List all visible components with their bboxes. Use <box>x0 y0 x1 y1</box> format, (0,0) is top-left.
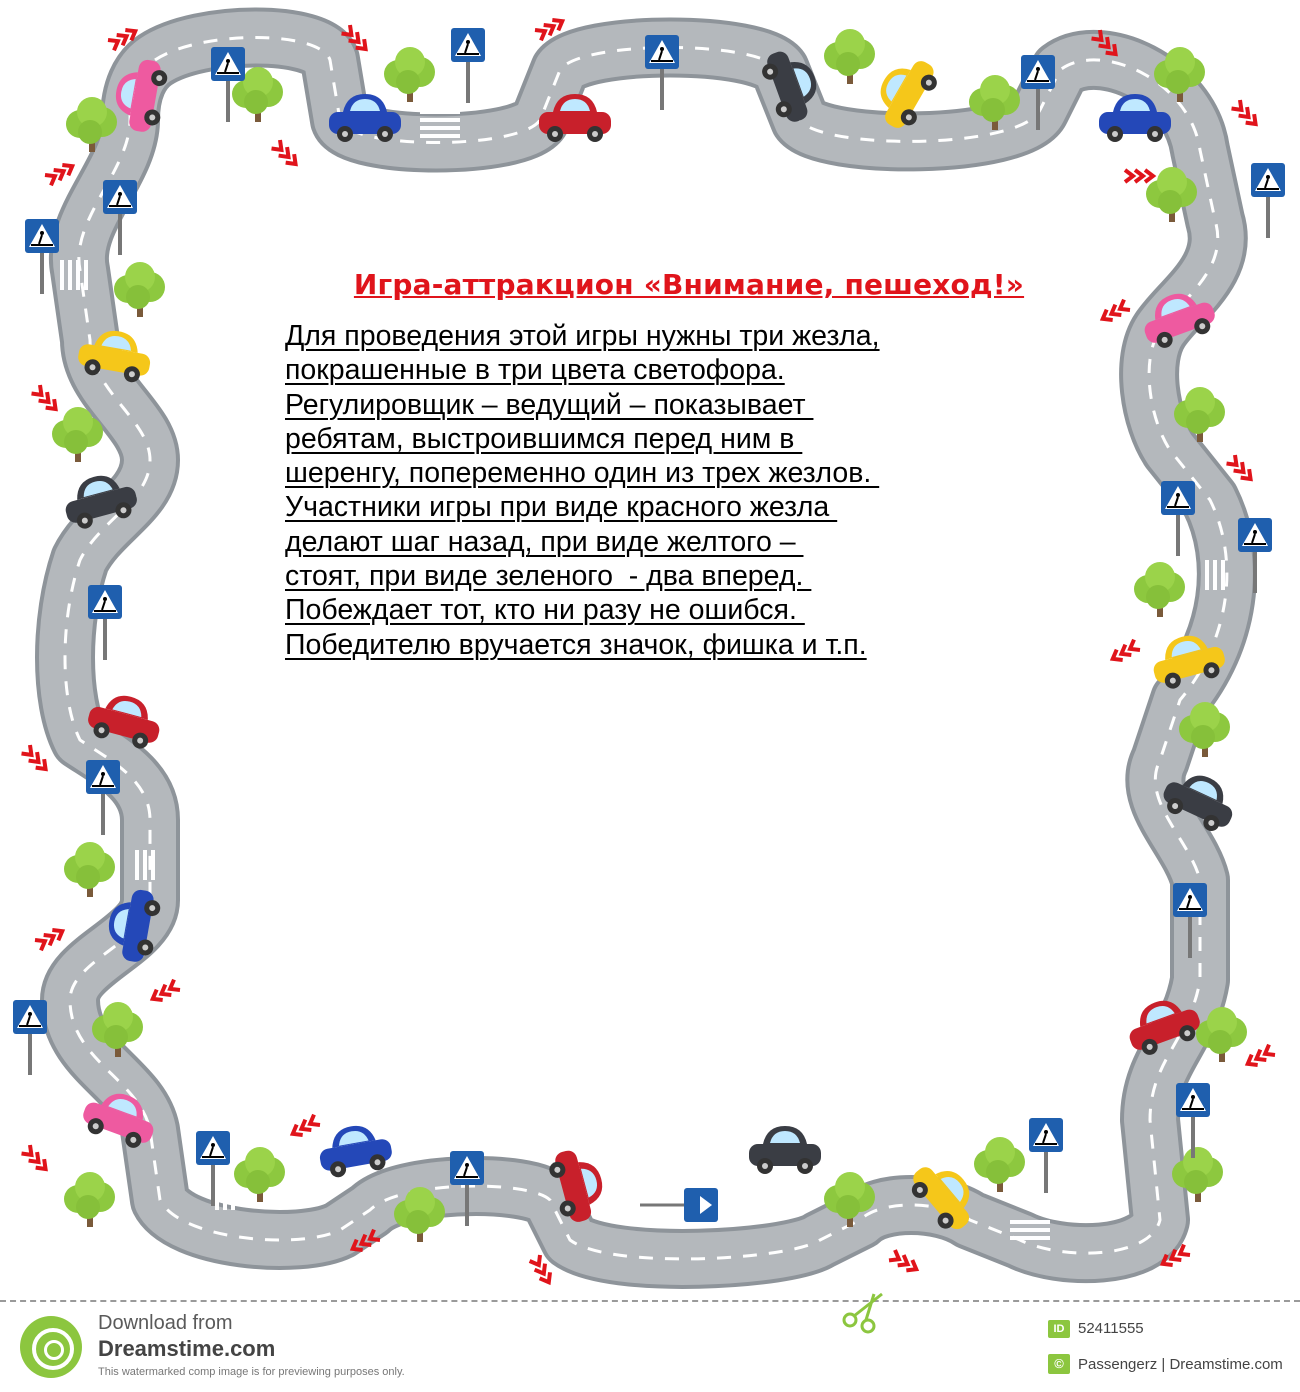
description-line: стоят, при виде зеленого - два вперед. <box>285 560 812 593</box>
game-description <box>285 319 1105 662</box>
description-line: шеренгу, попеременно один из трех жезлов. <box>285 457 880 490</box>
description-line: Для проведения этой игры нужны три жезла, <box>285 320 880 352</box>
watermark-footer <box>0 1300 1300 1392</box>
description-line: Победителю вручается значок, фишка и т.п. <box>285 628 867 661</box>
text-panel <box>285 265 1105 662</box>
image-id: 52411555 <box>1078 1320 1144 1337</box>
download-label: Download from <box>98 1312 233 1334</box>
description-line: Побеждает тот, кто ни разу не ошибся. <box>285 594 805 627</box>
description-line: Регулировщик – ведущий – показывает <box>285 388 814 421</box>
description-line: ребятам, выстроившимся перед ним в <box>285 422 803 455</box>
direction-sign-icon <box>640 1188 718 1222</box>
brand-link[interactable]: Dreamstime.com <box>98 1336 276 1361</box>
credit-text: Passengerz | Dreamstime.com <box>1078 1356 1283 1373</box>
scissors-icon <box>838 1290 888 1334</box>
copyright-badge: © <box>1048 1354 1070 1374</box>
watermark-notice: This watermarked comp image is for previewing purposes only. <box>98 1366 405 1378</box>
dreamstime-logo-icon <box>20 1316 82 1378</box>
game-title: Игра-аттракцион «Внимание, пешеход!» <box>353 268 1025 301</box>
description-line: Участники игры при виде красного жезла <box>285 491 838 524</box>
id-badge: ID <box>1048 1320 1070 1338</box>
description-line: делают шаг назад, при виде желтого – <box>285 525 804 558</box>
description-line: покрашенные в три цвета светофора. <box>285 354 785 387</box>
